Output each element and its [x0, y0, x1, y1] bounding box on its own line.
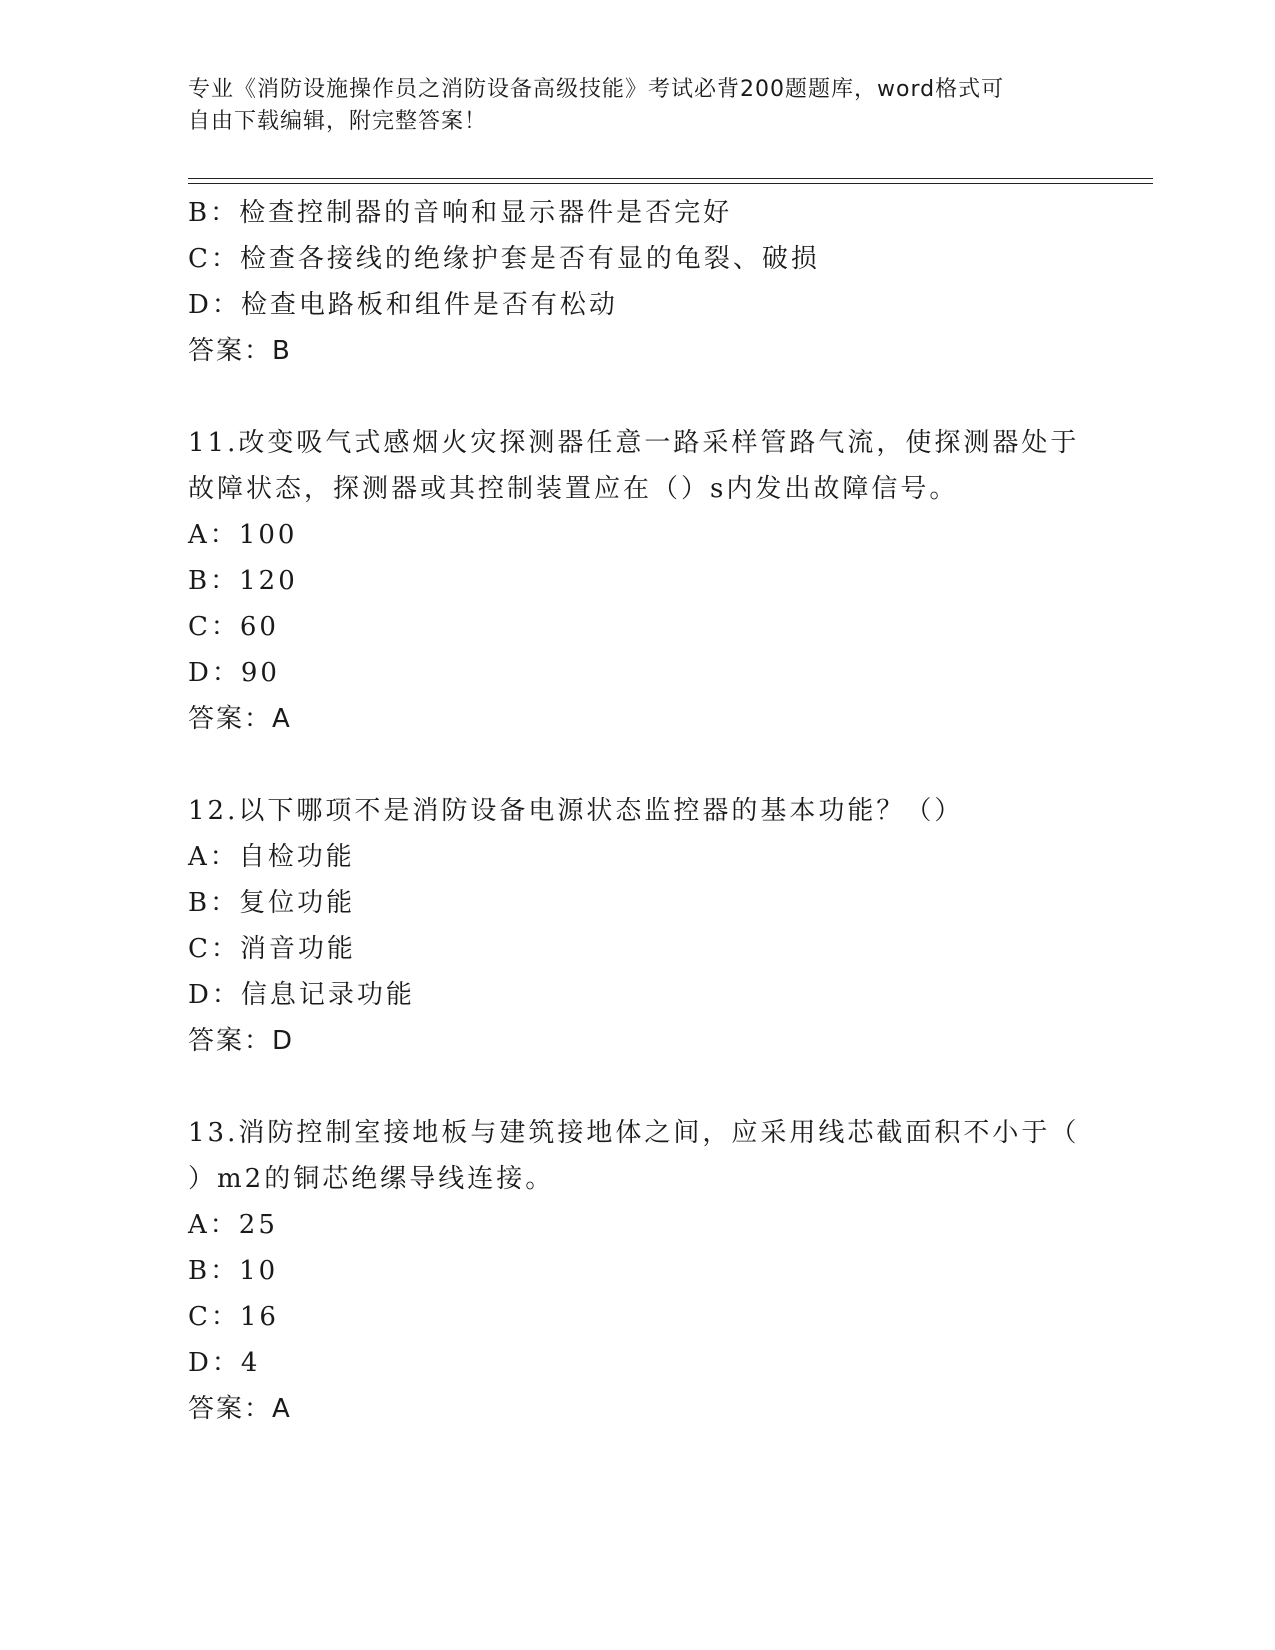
question-block-13 [188, 1110, 1088, 1432]
spacer [188, 742, 1088, 788]
option-d: D：检查电路板和组件是否有松动 [188, 290, 618, 320]
option-d: D：4 [188, 1348, 261, 1378]
question-stem-line-1: 13.消防控制室接地板与建筑接地体之间，应采用线芯截面积不小于（ [188, 1118, 1080, 1148]
answer-label: 答案：B [188, 336, 292, 366]
header-divider-top [188, 178, 1153, 179]
option-d: D：信息记录功能 [188, 980, 415, 1010]
option-b: B：复位功能 [188, 888, 356, 918]
spacer [188, 374, 1088, 420]
spacer [188, 1064, 1088, 1110]
option-c: C：检查各接线的绝缘护套是否有显的龟裂、破损 [188, 244, 820, 274]
question-block-10 [188, 190, 1088, 374]
question-block-11 [188, 420, 1088, 742]
question-list [188, 190, 1088, 1432]
option-c: C：60 [188, 612, 279, 642]
option-c: C：消音功能 [188, 934, 356, 964]
document-header [188, 74, 1088, 138]
option-a: A：自检功能 [188, 842, 355, 872]
option-c: C：16 [188, 1302, 279, 1332]
header-divider-bottom [188, 183, 1153, 184]
question-stem-line-1: 11.改变吸气式感烟火灾探测器任意一路采样管路气流，使探测器处于 [188, 428, 1080, 458]
question-block-12 [188, 788, 1088, 1064]
option-b: B：120 [188, 566, 298, 596]
option-b: B：10 [188, 1256, 279, 1286]
option-b: B：检查控制器的音响和显示器件是否完好 [188, 198, 733, 228]
header-line-1: 专业《消防设施操作员之消防设备高级技能》考试必背200题题库，word格式可 [188, 77, 1005, 102]
option-a: A：25 [188, 1210, 278, 1240]
option-d: D：90 [188, 658, 280, 688]
answer-label: 答案：D [188, 1026, 295, 1056]
question-stem-line-2: 故障状态，探测器或其控制装置应在（）s内发出故障信号。 [188, 474, 959, 504]
answer-label: 答案：A [188, 704, 292, 734]
answer-label: 答案：A [188, 1394, 292, 1424]
header-line-2: 自由下载编辑，附完整答案！ [188, 109, 488, 134]
question-stem-line-2: ）m2的铜芯绝缧导线连接。 [188, 1164, 555, 1194]
option-a: A：100 [188, 520, 298, 550]
question-stem-line-1: 12.以下哪项不是消防设备电源状态监控器的基本功能？（） [188, 796, 964, 826]
